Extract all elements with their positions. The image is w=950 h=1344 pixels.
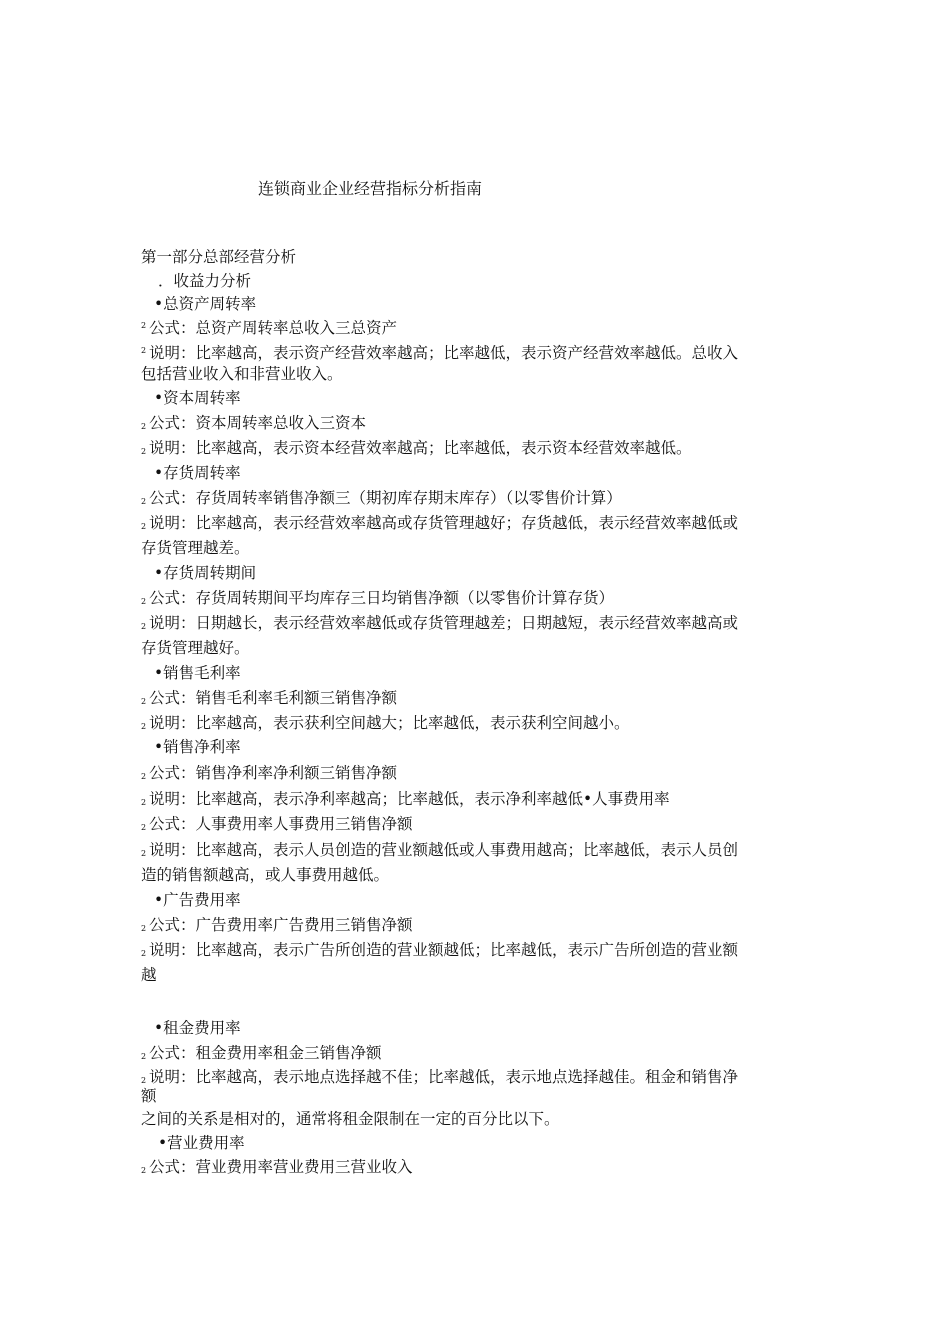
note-capital-turnover: 2 说明：比率越高，表示资本经营效率越高；比率越低，表示资本经营效率越低。	[141, 438, 692, 462]
marker: 2	[141, 949, 147, 958]
note-inventory-period-cont: 存货管理越好。	[141, 639, 250, 657]
formula-gross-margin: 2 公式：销售毛利率毛利额三销售净额	[141, 688, 397, 712]
formula-inventory-turnover: 2 公式：存货周转率销售净额三（期初库存期末库存）（以零售价计算）	[141, 488, 622, 512]
marker: 2	[141, 849, 147, 858]
note-inventory-turnover: 2 说明：比率越高，表示经营效率越高或存货管理越好；存货越低，表示经营效率越低或	[141, 513, 738, 537]
document-title: 连锁商业企业经营指标分析指南	[258, 179, 483, 198]
note-total-asset-turnover-cont: 包括营业收入和非营业收入。	[141, 365, 343, 383]
formula-total-asset-turnover: 2 公式：总资产周转率总收入三总资产	[141, 316, 397, 338]
note-rent-cost-cont: 额	[141, 1087, 157, 1105]
marker: 2	[141, 798, 147, 807]
formula-net-margin: 2 公式：销售净利率净利额三销售净额	[141, 763, 397, 787]
marker: 2	[141, 497, 147, 506]
marker: 2	[141, 722, 147, 731]
note-gross-margin: 2 说明：比率越高，表示获利空间越大；比率越低，表示获利空间越小。	[141, 713, 630, 737]
note-rent-cost: 2 说明：比率越高，表示地点选择越不佳；比率越低，表示地点选择越佳。租金和销售净	[141, 1067, 738, 1091]
note-inventory-period: 2 说明：日期越长，表示经营效率越低或存货管理越差；日期越短，表示经营效率越高或	[141, 613, 738, 637]
marker: 2	[141, 321, 147, 330]
formula-capital-turnover: 2 公式：资本周转率总收入三资本	[141, 413, 366, 437]
heading-advertising-cost: •广告费用率	[154, 891, 241, 909]
note-inventory-turnover-cont: 存货管理越差。	[141, 539, 250, 557]
note-personnel-cost: 2 说明：比率越高，表示人员创造的营业额越低或人事费用越高；比率越低，表示人员创	[141, 840, 738, 864]
marker: 2	[141, 697, 147, 706]
marker: 2	[141, 622, 147, 631]
heading-gross-margin: •销售毛利率	[154, 664, 241, 682]
heading-inventory-period: •存货周转期间	[154, 564, 257, 582]
marker: 2	[141, 422, 147, 431]
note-total-asset-turnover: 2 说明：比率越高，表示资产经营效率越高；比率越低，表示资产经营效率越低。总收入	[141, 341, 738, 363]
note-personnel-cost-cont: 造的销售额越高，或人事费用越低。	[141, 866, 390, 884]
marker: 2	[141, 772, 147, 781]
note-rent-cost-cont-2: 之间的关系是相对的，通常将租金限制在一定的百分比以下。	[141, 1110, 560, 1128]
formula-rent-cost: 2 公式：租金费用率租金三销售净额	[141, 1043, 382, 1067]
note-advertising-cost-cont: 越	[141, 966, 157, 984]
marker: 2	[141, 924, 147, 933]
marker: 2	[141, 823, 147, 832]
subsection-heading: ．收益力分析	[158, 272, 252, 290]
heading-net-margin: •销售净利率	[154, 738, 241, 756]
marker: 2	[141, 447, 147, 456]
formula-operating-cost: 2 公式：营业费用率营业费用三营业收入	[141, 1157, 413, 1181]
formula-inventory-period: 2 公式：存货周转期间平均库存三日均销售净额（以零售价计算存货）	[141, 588, 614, 612]
marker: 2	[141, 1052, 147, 1061]
section-heading: 第一部分总部经营分析	[141, 248, 297, 266]
heading-inventory-turnover: •存货周转率	[154, 464, 241, 482]
marker: 2	[141, 1166, 147, 1175]
formula-personnel-cost: 2 公式：人事费用率人事费用三销售净额	[141, 814, 413, 838]
marker: 2	[141, 346, 147, 355]
heading-operating-cost: •营业费用率	[158, 1134, 245, 1152]
heading-total-asset-turnover: •总资产周转率	[154, 295, 257, 313]
heading-rent-cost: •租金费用率	[154, 1019, 241, 1037]
heading-capital-turnover: •资本周转率	[154, 389, 241, 407]
marker: 2	[141, 522, 147, 531]
formula-advertising-cost: 2 公式：广告费用率广告费用三销售净额	[141, 915, 413, 939]
note-advertising-cost: 2 说明：比率越高，表示广告所创造的营业额越低；比率越低，表示广告所创造的营业额	[141, 940, 738, 964]
marker: 2	[141, 1076, 147, 1085]
note-net-margin: 2 说明：比率越高，表示净利率越高；比率越低，表示净利率越低•人事费用率	[141, 789, 670, 813]
marker: 2	[141, 597, 147, 606]
